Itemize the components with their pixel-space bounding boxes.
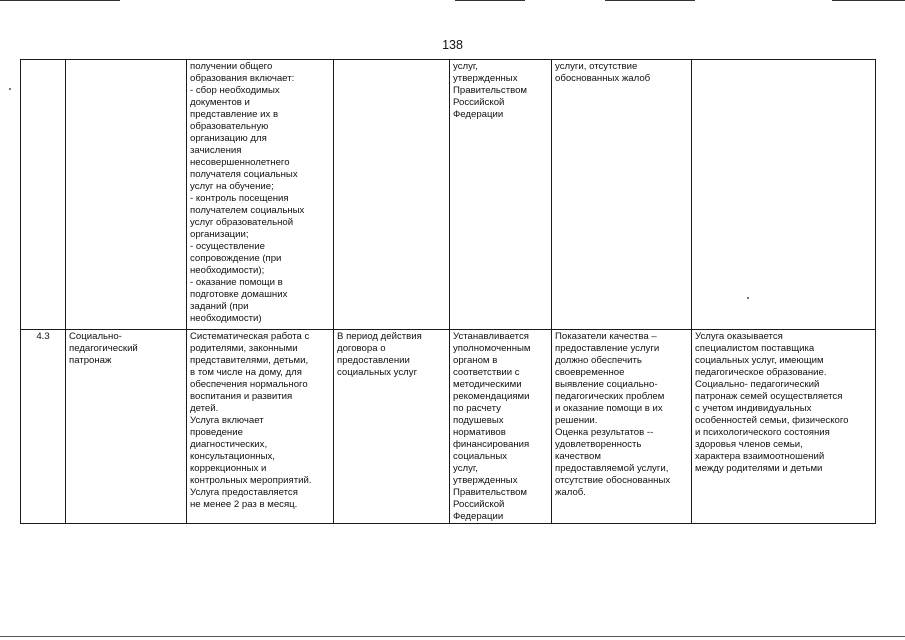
cell-conditions: Услуга оказывается специалистом поставщика социальных услуг, имеющим педагогическое образование. Социально- педагогический патронаж семей осуществляется с учетом индивидуальных особенностей семьи, физического и психологического состояния здоровья членов семьи, характера взаимоотношений между родителями и детьми [692, 330, 876, 524]
cell-period: В период действия договора о предоставлении социальных услуг [334, 330, 450, 524]
scan-edge-line [832, 0, 905, 1]
services-table [20, 59, 876, 524]
cell-period [334, 60, 450, 330]
scan-bottom-line [0, 636, 905, 637]
cell-service-name [66, 60, 187, 330]
scan-edge-line [455, 0, 525, 1]
cell-service-content: получении общего образования включает: - сбор необходимых документов и представление их в образовательную организацию для зачисления несовершеннолетнего получателя социальных услуг на обучение; - контроль посещения получателем социальных услуг образовательной организации; - осуществление сопровождение (при необходимости); - оказание помощи в подготовке домашних заданий (при необходимости) [187, 60, 334, 330]
cell-quality: Показатели качества – предоставление услуги должно обеспечить своевременное выявление социально- педагогических проблем и оказание помощи в их решении. Оценка результатов -- удовлетворенность качеством предоставляемой услуги, отсутствие обоснованных жалоб. [552, 330, 692, 524]
cell-norms: Устанавливается уполномоченным органом в соответствии с методическими рекомендациями по расчету подушевых нормативов финансирования социальных услуг, утвержденных Правительством Российской Федерации [450, 330, 552, 524]
cell-service-content: Систематическая работа с родителями, законными представителями, детьми, в том числе на дому, для обеспечения нормального воспитания и развития детей. Услуга включает проведение диагностических, консультационных, коррекционных и контрольных мероприятий. Услуга предоставляется не менее 2 раз в месяц. [187, 330, 334, 524]
cell-quality: услуги, отсутствие обоснованных жалоб [552, 60, 692, 330]
cell-number: 4.3 [21, 330, 66, 524]
cell-conditions [692, 60, 876, 330]
scan-edge-line [605, 0, 695, 1]
cell-norms: услуг, утвержденных Правительством Российской Федерации [450, 60, 552, 330]
cell-service-name: Социально- педагогический патронаж [66, 330, 187, 524]
page-number: 138 [442, 38, 463, 52]
scan-edge-line [0, 0, 120, 1]
scan-speck [9, 88, 11, 90]
cell-number [21, 60, 66, 330]
table-row-continued [21, 60, 876, 330]
table-row-4-3 [21, 330, 876, 524]
